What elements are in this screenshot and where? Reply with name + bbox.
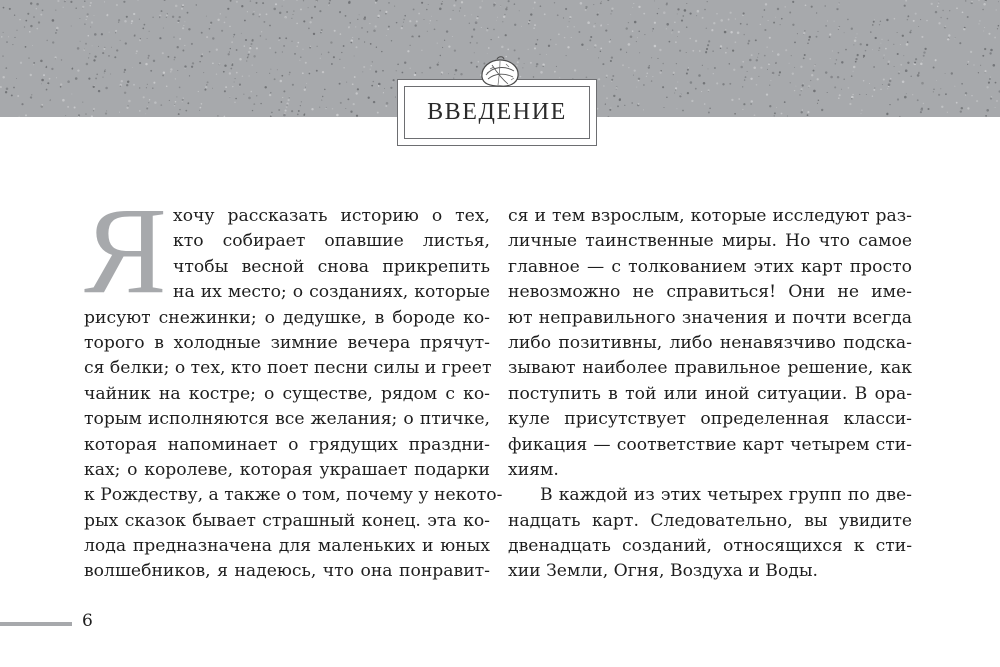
text-line: главное — с толкованием этих карт просто (508, 256, 912, 277)
text-line: торым исполняются все желания; о птичке, (84, 409, 490, 430)
text-line: личные таинственные миры. Но что самое (508, 231, 912, 252)
text-line: рисуют снежинки; о дедушке, в бороде ко- (84, 307, 490, 328)
text-line: фикация — соответствие карт четырем сти- (508, 434, 912, 455)
text-line: невозможно не справиться! Они не име- (508, 282, 912, 303)
text-line: хочу рассказать историю о тех, (173, 206, 490, 226)
text-line: ют неправильного значения и почти всегда (508, 307, 912, 328)
text-column-left (84, 204, 503, 585)
text-column-right (508, 204, 912, 585)
text-line: хии Земли, Огня, Воздуха и Воды. (508, 561, 819, 582)
text-line: волшебников, я надеюсь, что она понравит- (84, 561, 490, 582)
text-line: к Рождеству, а также о том, почему у некото- (84, 485, 503, 506)
text-line: двенадцать созданий, относящихся к сти- (508, 536, 912, 557)
text-line: зывают наиболее правильное решение, как (508, 358, 912, 379)
text-line: хиям. (508, 459, 559, 480)
folio-rule (0, 622, 72, 626)
text-line: торого в холодные зимние вечера прячут- (84, 332, 490, 353)
text-line: чтобы весной снова прикрепить (173, 256, 490, 277)
text-line: куле присутствует определенная класси- (508, 409, 912, 430)
text-line: лода предназначена для маленьких и юных (84, 536, 490, 557)
walnut-leaf-ornament-icon (478, 55, 522, 89)
text-line: которая напоминает о грядущих праздни- (84, 434, 490, 455)
title-frame (397, 79, 597, 146)
text-line: ся белки; о тех, кто поет песни силы и греет (84, 358, 492, 379)
drop-cap: Я (84, 182, 167, 319)
text-line: кто собирает опавшие листья, (173, 231, 490, 252)
text-line: В каждой из этих четырех групп по две- (540, 485, 912, 506)
page-title: ВВЕДЕНИЕ (427, 99, 567, 125)
text-line: на их место; о созданиях, которые (173, 282, 490, 303)
text-line: ках; о королеве, которая украшает подарки (84, 459, 490, 480)
page-number: 6 (82, 611, 93, 631)
text-line: либо позитивны, либо ненавязчиво подска- (508, 332, 912, 353)
title-frame-inner (404, 86, 590, 139)
text-line: поступить в той или иной ситуации. В ора- (508, 383, 912, 404)
text-line: надцать карт. Следовательно, вы увидите (508, 510, 912, 531)
text-line: ся и тем взрослым, которые исследуют раз- (508, 206, 912, 226)
text-line: рых сказок бывает страшный конец. эта ко- (84, 510, 490, 531)
text-line: чайник на костре; о существе, рядом с ко- (84, 383, 490, 404)
